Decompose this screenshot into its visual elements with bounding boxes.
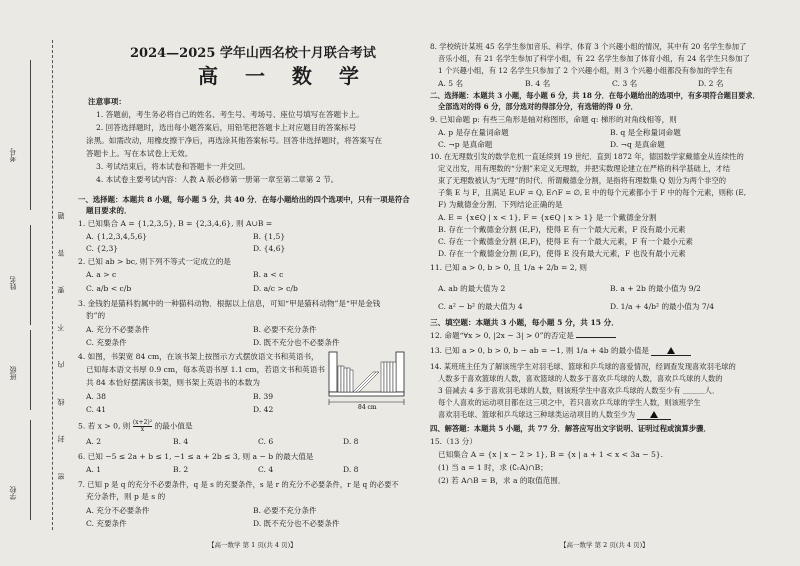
q5-option-d: D. 8 xyxy=(343,437,359,446)
q10-stem-cont: 定义出发，用有理数的“分割”来定义无理数，并把实数理论建立在严格的科学基础上，才结 xyxy=(438,164,731,173)
margin-label-kaohao: 考号 xyxy=(9,148,17,162)
q3-option-d: D. 既不充分也不必要条件 xyxy=(253,338,340,347)
q7-option-d: D. 既不充分也不必要条件 xyxy=(253,519,340,528)
q8-option-a: A. 5 名 xyxy=(438,79,464,88)
q14-stem-cont xyxy=(438,410,671,420)
q11-option-b: B. a + 2b 的最小值为 9/2 xyxy=(610,284,701,293)
section1-header: 一、选择题：本题共 8 小题，每小题 5 分，共 40 分．在每小题给出的四个选项中，只有一项是符合 xyxy=(78,195,410,204)
q1-option-c: C. {2,3} xyxy=(86,244,119,253)
q1-option-a: A. {1,2,3,4,5,6} xyxy=(86,232,148,241)
q1-option-d: D. {4,6} xyxy=(253,244,286,253)
q8-stem-cont: 1 个兴趣小组，有 12 名学生只参加了 2 个兴趣小组，则 3 个兴趣小组都没有参加的学生有 xyxy=(438,66,733,75)
q15-title: 15.（13 分） xyxy=(430,437,477,446)
section1-header-cont: 题目要求的． xyxy=(86,206,132,215)
q4-option-c: C. 41 xyxy=(86,405,107,414)
q4-option-d: D. 42 xyxy=(253,405,274,414)
margin-underline-kaohao xyxy=(30,60,31,210)
q7-option-b: B. 必要不充分条件 xyxy=(253,506,317,515)
q5-stem xyxy=(78,420,193,433)
q11-option-a: A. ab 的最大值为 2 xyxy=(438,284,506,293)
margin-underline-banji xyxy=(30,330,31,410)
notes-header: 注意事项： xyxy=(88,97,126,106)
q10-option-a: A. E = {x∈Q | x < 1}, F = {x∈Q | x > 1} 是一个戴德金分割 xyxy=(438,213,657,222)
q1-option-b: B. {1,5} xyxy=(253,232,286,241)
section4-header: 四、解答题：本题共 5 小题，共 77 分．解答应写出文字说明、证明过程或演算步骤． xyxy=(430,424,711,433)
q13-stem xyxy=(430,346,691,356)
q8-option-d: D. 2 名 xyxy=(698,79,724,88)
q6-option-b: B. 2 xyxy=(173,465,189,474)
q9-option-d: D. ¬q 是真命题 xyxy=(610,140,665,149)
q8-option-b: B. 4 名 xyxy=(525,79,551,88)
q14-stem: 14. 某班班主任为了解该班学生对羽毛球、篮球和乒乓球的喜爱情况，经调查发现喜欢羽毛球的 xyxy=(430,362,736,371)
q3-option-b: B. 必要不充分条件 xyxy=(253,325,317,334)
q10-option-c: C. 存在一个戴德金分割 (E,F)，使得 E 有一个最大元素，F 有一个最小元素 xyxy=(438,237,694,246)
note-line: 3. 考试结束后，将本试卷和答题卡一并交回。 xyxy=(96,162,250,171)
q15-stem: 已知集合 A = {x | x − 2 > 1}, B = {x | a + 1 < x < 3a − 5}. xyxy=(438,450,664,459)
q10-stem-cont: F) 为戴德金分割．下列结论正确的是 xyxy=(438,200,563,209)
q5-fraction-numerator: (x+2)² xyxy=(132,419,153,426)
q14-stem-cont: 人数多于喜欢篮球的人数，喜欢篮球的人数多于喜欢乒乓球的人数，喜欢乒乓球的人数的 xyxy=(438,374,723,383)
q8-option-c: C. 3 名 xyxy=(612,79,638,88)
q2-option-a: A. a > c xyxy=(86,270,117,279)
q5-option-c: C. 6 xyxy=(258,437,274,446)
q5-option-b: B. 4 xyxy=(173,437,189,446)
margin-label-banji: 班级 xyxy=(9,366,17,380)
note-line: 2. 回答选择题时，选出每小题答案后，用铅笔把答题卡上对应题目的答案标号 xyxy=(96,123,357,132)
note-line: 4. 本试卷主要考试内容：人教 A 版必修第一册第一章至第二章第 2 节。 xyxy=(96,175,339,184)
section3-header: 三、填空题：本题共 3 小题，每小题 5 分，共 15 分． xyxy=(430,318,619,327)
margin-label-xuexiao: 学校 xyxy=(9,486,17,500)
q10-stem-cont: 子集 E 与 F，且满足 E∪F = Q, E∩F = ∅, E 中的每个元素都小于 F 中的每个元素，则称 (E, xyxy=(438,188,747,197)
q4-stem-cont: 共 84 本恰好摆满该书架，则书架上英语书的本数为 xyxy=(86,378,260,387)
footer-page-1: 【高一数学 第 1 页(共 4 页)】 xyxy=(208,541,297,549)
q4-option-b: B. 39 xyxy=(253,392,274,401)
footer-page-2: 【高一数学 第 2 页(共 4 页)】 xyxy=(560,541,649,549)
q10-stem: 10. 在无理数引发的数学危机一直延续到 19 世纪．直到 1872 年，德国数学家戴德金从连续性的 xyxy=(430,152,744,161)
q15-part-2: (2) 若 A∩B = B，求 a 的取值范围． xyxy=(438,476,566,485)
bookshelf-figure xyxy=(326,348,411,410)
q2-option-c: C. a/b < c/b xyxy=(86,284,132,293)
q10-stem-cont: 束了无理数被认为“无理”的时代．所谓戴德金分割，是指将有理数集 Q 划分为两个非空的 xyxy=(438,176,727,185)
q9-option-c: C. ¬p 是真命题 xyxy=(438,140,493,149)
q12-blank[interactable] xyxy=(576,337,616,338)
note-line: 答题卡上。写在本试卷上无效。 xyxy=(86,149,193,158)
q2-option-d: D. a/c > c/b xyxy=(253,284,298,293)
q12-text: 12. 命题“∀x > 0, |2x − 3| > 0”的否定是 xyxy=(430,331,574,340)
q11-option-d: D. 1/a + 4/b² 的最小值为 7/4 xyxy=(610,302,715,311)
q12-stem xyxy=(430,331,616,340)
answer-triangle-icon xyxy=(667,347,675,354)
q14-blank[interactable] xyxy=(637,410,671,420)
q3-stem-cont: 豹”的 xyxy=(86,311,106,320)
q9-option-a: A. p 是存在量词命题 xyxy=(438,128,509,137)
q2-option-b: B. a < c xyxy=(253,270,284,279)
q6-stem: 6. 已知 −5 ≤ 2a + b ≤ 1, −1 ≤ a + 2b ≤ 3, 则 a − b 的最大值是 xyxy=(78,452,314,461)
q14-stem-cont: 每个人喜欢的运动项目都在这三项之中，若只喜欢乒乓球的学生人数，则该班学生 xyxy=(438,398,701,407)
q6-option-d: D. 8 xyxy=(343,465,359,474)
q2-stem: 2. 已知 ab > bc, 则下列不等式一定成立的是 xyxy=(78,257,231,266)
q7-option-c: C. 充要条件 xyxy=(86,519,127,528)
q3-stem: 3. 金钱豹是猫科豹属中的一种猫科动物．根据以上信息，可知“甲是猫科动物”是“甲是金钱 xyxy=(78,299,381,308)
q4-option-a: A. 38 xyxy=(86,392,106,401)
q10-option-b: B. 存在一个戴德金分割 (E,F)，使得 E 有一个最大元素，F 没有最小元素 xyxy=(438,225,686,234)
q13-text: 13. 已知 a > 0, b > 0, b − ab = −1, 则 1/a + 4b 的最小值是 xyxy=(430,346,650,355)
q3-option-a: A. 充分不必要条件 xyxy=(86,325,150,334)
q5-stem-pre: 5. 若 x > 0, 则 xyxy=(78,421,131,431)
seal-line xyxy=(52,40,53,530)
q7-stem: 7. 已知 p 是 q 的充分不必要条件，q 是 s 的充要条件，s 是 r 的充分不必要条件，r 是 q 的必要不 xyxy=(78,480,399,489)
note-line: 涂黑。如需改动，用橡皮擦干净后，再选涂其他答案标号。回答非选择题时，将答案写在 xyxy=(86,136,383,145)
q7-option-a: A. 充分不必要条件 xyxy=(86,506,150,515)
q9-option-b: B. q 是全称量词命题 xyxy=(610,128,681,137)
margin-underline-xuexiao xyxy=(30,420,31,520)
exam-title: 2024—2025 学年山西名校十月联合考试 xyxy=(130,46,376,61)
q5-fraction xyxy=(133,420,152,433)
q11-option-c: C. a² − b² 的最大值为 4 xyxy=(438,302,523,311)
answer-triangle-icon xyxy=(650,411,658,418)
q13-blank[interactable] xyxy=(651,346,691,356)
q6-option-a: A. 1 xyxy=(86,465,102,474)
q6-option-c: C. 4 xyxy=(258,465,274,474)
q7-stem-cont: 充分条件，则 p 是 s 的 xyxy=(86,492,166,501)
subject-title: 高 一 数 学 xyxy=(198,64,369,88)
q1-stem: 1. 已知集合 A = {1,2,3,5}, B = {2,3,4,6}, 则 A∪B = xyxy=(78,219,273,228)
q4-stem-cont: 已知每本语文书厚 0.9 cm，每本英语书厚 1.1 cm，若语文书和英语书 xyxy=(86,365,325,374)
q4-stem: 4. 如图，书架宽 84 cm，在该书架上按图示方式摆放语文书和英语书， xyxy=(78,352,319,361)
q8-stem-cont: 音乐小组，有 21 名学生参加了科学小组，有 22 名学生参加了体育小组，有 24 名学生只参加了 xyxy=(438,54,750,63)
q15-part-1: (1) 当 a = 1 时，求 (∁ᵣA)∩B； xyxy=(438,463,548,472)
note-line: 1. 答题前，考生务必将自己的姓名、考生号、考场号、座位号填写在答题卡上。 xyxy=(96,110,364,119)
margin-label-xingming: 姓名 xyxy=(9,276,17,290)
bookshelf-width-label: 84 cm xyxy=(358,404,377,410)
q10-option-d: D. 存在一个戴德金分割 (E,F)，使得 E 没有最大元素，F 也没有最小元素 xyxy=(438,249,686,258)
seal-text: 密 封 线 内 不 要 答 题 xyxy=(57,198,65,480)
q11-stem: 11. 已知 a > 0, b > 0, 且 1/a + 2/b = 2, 则 xyxy=(430,263,587,272)
q14-text: 喜欢羽毛球、篮球和乒乓球这三种球类运动项目的人数至少为 xyxy=(438,410,636,419)
q3-option-c: C. 充要条件 xyxy=(86,338,127,347)
q5-stem-post: 的最小值是 xyxy=(154,421,193,431)
section2-header: 二、选择题：本题共 3 小题，每小题 6 分，共 18 分．在每小题给出的选项中，有多项符合题目要求． xyxy=(430,91,760,100)
q8-stem: 8. 学校统计某班 45 名学生参加音乐、科学、体育 3 个兴趣小组的情况，其中有 20 名学生参加了 xyxy=(430,42,747,51)
q5-fraction-denominator: x xyxy=(140,426,145,433)
q9-stem: 9. 已知命题 p: 有些三角形是轴对称图形，命题 q: 梯形的对角线相等，则 xyxy=(430,115,677,124)
q14-stem-cont: 3 倍减去 4 多于喜欢羽毛球的人数，则该班学生中喜欢乒乓球的人数至少有 ＿＿＿人． xyxy=(438,386,720,395)
binding-margin xyxy=(0,0,65,566)
q5-option-a: A. 2 xyxy=(86,437,102,446)
margin-underline-xingming xyxy=(30,225,31,325)
section2-header-cont: 全部选对的得 6 分，部分选对的得部分分，有选错的得 0 分． xyxy=(438,102,638,111)
